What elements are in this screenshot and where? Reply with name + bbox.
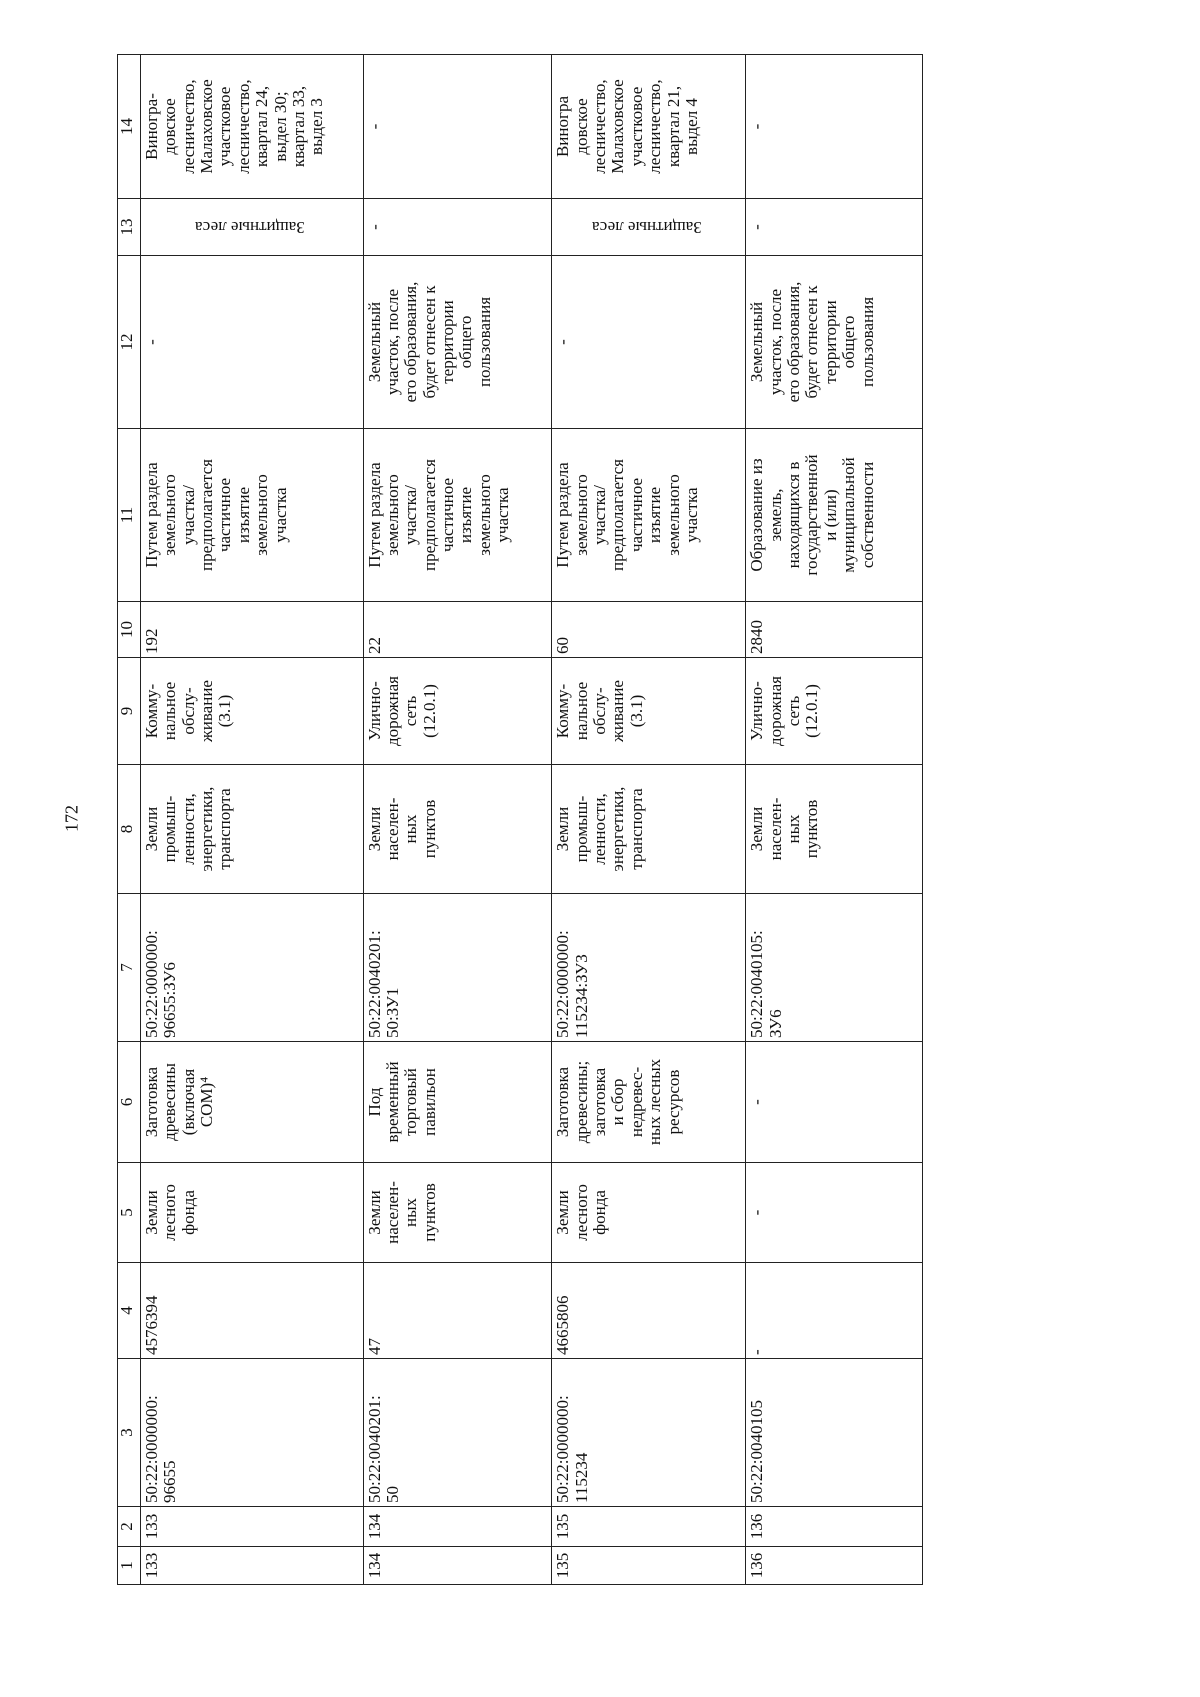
table-row — [552, 55, 746, 1585]
table-cell-col-9: Комму- нальное обслу- живание (3.1) — [141, 658, 364, 765]
land-register-table — [117, 54, 923, 1585]
table-row — [746, 55, 923, 1585]
table-row — [141, 55, 364, 1585]
table-cell-col-2: 135 — [552, 1507, 746, 1547]
rotated-table-wrapper — [117, 55, 923, 1585]
col-number: 14 — [118, 55, 141, 199]
table-cell-col-14: Виногра- довское лесничество, Малаховское участковое лесничество, квартал 24, выдел 30; квартал 33, выдел 3 — [141, 55, 364, 199]
table-cell-col-6: Заготовка древесины; заготовка и сбор недревес- ных лесных ресурсов — [552, 1042, 746, 1163]
table-cell-col-7: 50:22:0040201: 50:ЗУ1 — [363, 894, 552, 1042]
table-cell-col-3: 50:22:0040105 — [746, 1359, 923, 1507]
table-cell-col-14: Виногра довское лесничество, Малаховское участковое лесничество, квартал 21, выдел 4 — [552, 55, 746, 199]
table-cell-col-9: Улично- дорожная сеть (12.0.1) — [746, 658, 923, 765]
table-cell-col-14: - — [363, 55, 552, 199]
table-cell-col-10: 60 — [552, 602, 746, 658]
col-number: 10 — [118, 602, 141, 658]
vertical-cell-text: Защитные леса — [591, 218, 702, 238]
table-cell-col-12: Земельный участок, после его образования, будет отнесен к территории общего пользования — [363, 256, 552, 429]
table-cell-col-11: Образование из земель, находящихся в государственной и (или) муниципальной собственности — [746, 429, 923, 602]
table-cell-col-13: - — [746, 199, 923, 256]
table-cell-col-12: - — [552, 256, 746, 429]
table-cell-col-3: 50:22:0000000: 115234 — [552, 1359, 746, 1507]
col-number: 13 — [118, 199, 141, 256]
table-cell-col-7: 50:22:0040105: ЗУ6 — [746, 894, 923, 1042]
table-cell-col-8: Земли населен- ных пунктов — [363, 765, 552, 894]
table-cell-col-9: Улично- дорожная сеть (12.0.1) — [363, 658, 552, 765]
col-number: 7 — [118, 894, 141, 1042]
table-cell-col-5: Земли лесного фонда — [552, 1163, 746, 1263]
table-cell-col-11: Путем раздела земельного участка/ предполагается частичное изъятие земельного участка — [363, 429, 552, 602]
col-number: 1 — [118, 1547, 141, 1585]
table-cell-col-3: 50:22:0000000: 96655 — [141, 1359, 364, 1507]
table-cell-col-4: 4665806 — [552, 1263, 746, 1359]
col-number: 5 — [118, 1163, 141, 1263]
col-number: 2 — [118, 1507, 141, 1547]
table-cell-col-12: Земельный участок, после его образования, будет отнесен к территории общего пользования — [746, 256, 923, 429]
table-cell-col-5: Земли лесного фонда — [141, 1163, 364, 1263]
table-row — [363, 55, 552, 1585]
col-number: 3 — [118, 1359, 141, 1507]
table-cell-col-14: - — [746, 55, 923, 199]
table-cell-col-8: Земли промыш- ленности, энергетики, транспорта — [141, 765, 364, 894]
table-cell-col-4: - — [746, 1263, 923, 1359]
col-number: 4 — [118, 1263, 141, 1359]
table-cell-col-1: 135 — [552, 1547, 746, 1585]
col-number: 6 — [118, 1042, 141, 1163]
table-cell-col-11: Путем раздела земельного участка/ предполагается частичное изъятие земельного участка — [141, 429, 364, 602]
col-number: 8 — [118, 765, 141, 894]
col-number: 9 — [118, 658, 141, 765]
table-cell-col-13 — [552, 199, 746, 256]
table-cell-col-13 — [141, 199, 364, 256]
page-number: 172 — [61, 805, 82, 832]
table-cell-col-5: - — [746, 1163, 923, 1263]
table-cell-col-10: 192 — [141, 602, 364, 658]
table-cell-col-1: 133 — [141, 1547, 364, 1585]
table-cell-col-3: 50:22:0040201: 50 — [363, 1359, 552, 1507]
table-cell-col-4: 47 — [363, 1263, 552, 1359]
table-cell-col-5: Земли населен- ных пунктов — [363, 1163, 552, 1263]
col-number: 12 — [118, 256, 141, 429]
table-cell-col-10: 22 — [363, 602, 552, 658]
table-cell-col-4: 4576394 — [141, 1263, 364, 1359]
table-cell-col-7: 50:22:0000000: 115234:ЗУ3 — [552, 894, 746, 1042]
table-cell-col-8: Земли населен- ных пунктов — [746, 765, 923, 894]
table-cell-col-9: Комму- нальное обслу- живание (3.1) — [552, 658, 746, 765]
vertical-cell-text: Защитные леса — [194, 218, 305, 238]
table-cell-col-1: 136 — [746, 1547, 923, 1585]
table-cell-col-2: 133 — [141, 1507, 364, 1547]
table-cell-col-11: Путем раздела земельного участка/ предполагается частичное изъятие земельного участка — [552, 429, 746, 602]
column-number-row — [118, 55, 141, 1585]
table-cell-col-13: - — [363, 199, 552, 256]
table-cell-col-6: Заготовка древесины (включая СОМ)⁴ — [141, 1042, 364, 1163]
table-cell-col-2: 136 — [746, 1507, 923, 1547]
table-cell-col-6: - — [746, 1042, 923, 1163]
table-cell-col-8: Земли промыш- ленности, энергетики, транспорта — [552, 765, 746, 894]
col-number: 11 — [118, 429, 141, 602]
table-cell-col-6: Под временный торговый павильон — [363, 1042, 552, 1163]
table-cell-col-2: 134 — [363, 1507, 552, 1547]
table-cell-col-10: 2840 — [746, 602, 923, 658]
table-cell-col-12: - — [141, 256, 364, 429]
table-cell-col-1: 134 — [363, 1547, 552, 1585]
table-cell-col-7: 50:22:0000000: 96655:ЗУ6 — [141, 894, 364, 1042]
